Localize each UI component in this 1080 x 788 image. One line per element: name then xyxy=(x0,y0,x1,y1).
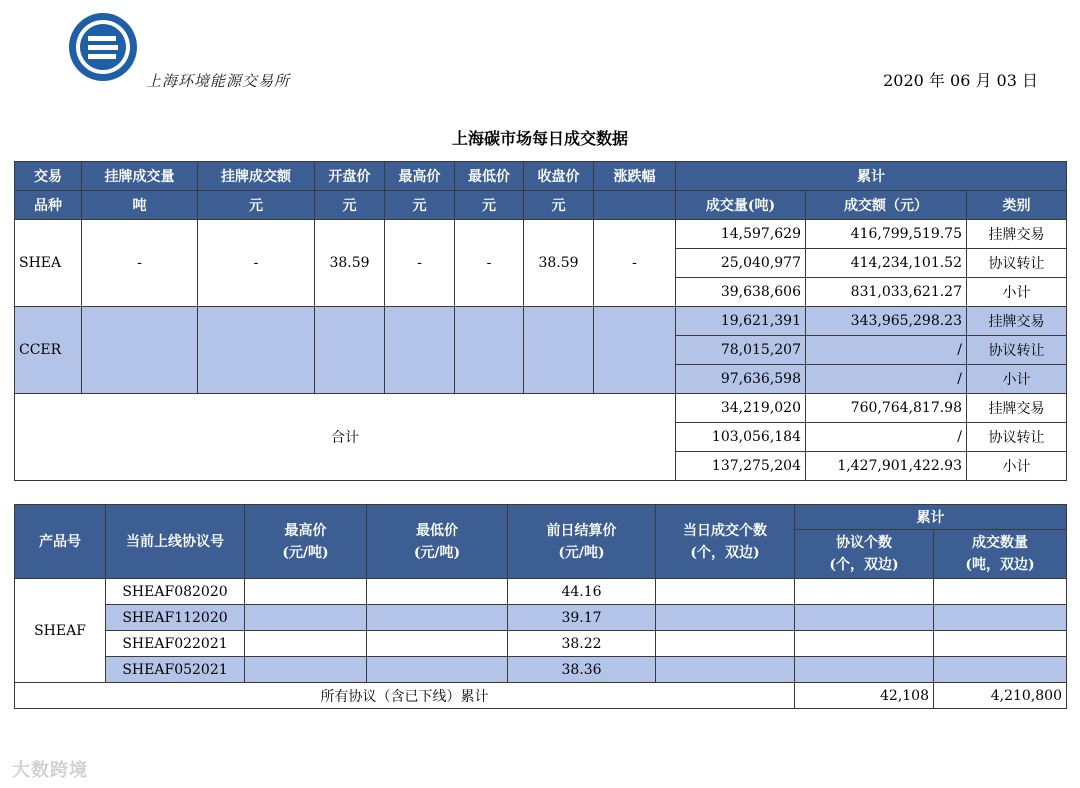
watermark: 大数跨境 xyxy=(12,760,88,781)
empty-cell xyxy=(524,307,594,394)
cum-amount: 414,234,101.52 xyxy=(806,249,967,278)
category: 小计 xyxy=(967,365,1067,394)
category: 协议转让 xyxy=(967,423,1067,452)
empty-cell xyxy=(934,657,1067,683)
header-change: 涨跌幅 xyxy=(594,162,676,191)
empty-cell xyxy=(934,579,1067,605)
empty-cell xyxy=(594,307,676,394)
header-variety: 品种 xyxy=(15,191,82,220)
header-settle-unit: (元/吨) xyxy=(558,544,605,561)
futures-total-count: 42,108 xyxy=(795,683,934,709)
table-row xyxy=(15,657,1067,683)
header-cum-qty-unit: (吨，双边) xyxy=(965,557,1035,573)
category: 挂牌交易 xyxy=(967,307,1067,336)
header-settle xyxy=(508,505,656,579)
cum-volume: 137,275,204 xyxy=(676,452,806,481)
category: 小计 xyxy=(967,452,1067,481)
table-row xyxy=(15,307,1067,336)
table-row xyxy=(15,394,1067,423)
empty-cell xyxy=(367,631,508,657)
empty-cell xyxy=(795,579,934,605)
product-code: SHEAF xyxy=(15,579,106,683)
category: 小计 xyxy=(967,278,1067,307)
header-high-label: 最高价 xyxy=(284,522,327,539)
empty-cell xyxy=(82,307,198,394)
category: 协议转让 xyxy=(967,249,1067,278)
cum-volume: 78,015,207 xyxy=(676,336,806,365)
header-low: 最低价 xyxy=(455,162,524,191)
unit-ton: 吨 xyxy=(82,191,198,220)
empty-cell xyxy=(245,631,367,657)
header-cum-count xyxy=(795,530,934,579)
unit-yuan: 元 xyxy=(198,191,315,220)
contract-code: SHEAF052021 xyxy=(106,657,245,683)
header-contract: 当前上线协议号 xyxy=(106,505,245,579)
variety-name: CCER xyxy=(15,307,82,394)
cum-volume: 34,219,020 xyxy=(676,394,806,423)
header-trade: 交易 xyxy=(15,162,82,191)
header-low-unit: (元/吨) xyxy=(413,544,461,561)
futures-total-qty: 4,210,800 xyxy=(934,683,1067,709)
empty-cell xyxy=(245,579,367,605)
settle-price: 44.16 xyxy=(508,579,656,605)
cum-amount: 760,764,817.98 xyxy=(806,394,967,423)
empty-cell xyxy=(455,307,524,394)
futures-total-label: 所有协议（含已下线）累计 xyxy=(15,683,795,709)
header-low-label: 最低价 xyxy=(416,522,458,539)
total-label: 合计 xyxy=(15,394,676,481)
header-product: 产品号 xyxy=(15,505,106,579)
cum-volume: 25,040,977 xyxy=(676,249,806,278)
empty-cell xyxy=(656,605,795,631)
header-day-count-label: 当日成交个数 xyxy=(683,522,767,539)
header-open: 开盘价 xyxy=(315,162,385,191)
exchange-name: 上海环境能源交易所 xyxy=(146,72,291,90)
header-cumulative: 累计 xyxy=(676,162,1067,191)
header-high xyxy=(245,505,367,579)
exchange-logo-icon xyxy=(68,12,138,82)
spot-market-table xyxy=(14,161,1067,481)
header-cum-count-unit: (个，双边) xyxy=(829,557,899,573)
empty-cell xyxy=(795,631,934,657)
page-title: 上海碳市场每日成交数据 xyxy=(451,129,628,148)
header-high-unit: (元/吨) xyxy=(282,544,329,561)
header-settle-label: 前日结算价 xyxy=(546,522,617,539)
table-row xyxy=(15,631,1067,657)
cum-amount: / xyxy=(806,336,967,365)
cum-amount: 343,965,298.23 xyxy=(806,307,967,336)
empty-cell xyxy=(245,605,367,631)
header-cumulative: 累计 xyxy=(795,505,1067,530)
table-row xyxy=(15,579,1067,605)
header-cum-count-label: 协议个数 xyxy=(836,535,892,551)
header-close: 收盘价 xyxy=(524,162,594,191)
table-row xyxy=(15,220,1067,249)
open-price: 38.59 xyxy=(315,220,385,307)
category: 挂牌交易 xyxy=(967,220,1067,249)
cum-volume: 97,636,598 xyxy=(676,365,806,394)
unit-empty xyxy=(594,191,676,220)
empty-cell xyxy=(934,605,1067,631)
report-date: 2020 年 06 月 03 日 xyxy=(883,71,1038,90)
category: 挂牌交易 xyxy=(967,394,1067,423)
cum-amount: 831,033,621.27 xyxy=(806,278,967,307)
cum-volume: 19,621,391 xyxy=(676,307,806,336)
header-cum-volume: 成交量(吨) xyxy=(676,191,806,220)
header-listed-amount: 挂牌成交额 xyxy=(198,162,315,191)
empty-cell xyxy=(795,657,934,683)
empty-cell xyxy=(367,605,508,631)
unit-yuan: 元 xyxy=(315,191,385,220)
settle-price: 39.17 xyxy=(508,605,656,631)
settle-price: 38.36 xyxy=(508,657,656,683)
empty-cell xyxy=(795,605,934,631)
table-row xyxy=(15,605,1067,631)
cum-amount: 1,427,901,422.93 xyxy=(806,452,967,481)
header-cum-qty-label: 成交数量 xyxy=(972,535,1028,551)
header-cum-amount: 成交额（元） xyxy=(806,191,967,220)
cum-amount: / xyxy=(806,365,967,394)
unit-yuan: 元 xyxy=(385,191,455,220)
variety-name: SHEA xyxy=(15,220,82,307)
header-high: 最高价 xyxy=(385,162,455,191)
empty-cell xyxy=(656,657,795,683)
empty-cell xyxy=(367,579,508,605)
futures-table xyxy=(14,504,1067,709)
listed-amount: - xyxy=(198,220,315,307)
cum-volume: 14,597,629 xyxy=(676,220,806,249)
high-price: - xyxy=(385,220,455,307)
empty-cell xyxy=(656,579,795,605)
empty-cell xyxy=(367,657,508,683)
empty-cell xyxy=(385,307,455,394)
unit-yuan: 元 xyxy=(524,191,594,220)
unit-yuan: 元 xyxy=(455,191,524,220)
table-row xyxy=(15,683,1067,709)
cum-volume: 39,638,606 xyxy=(676,278,806,307)
header-cum-qty xyxy=(934,530,1067,579)
low-price: - xyxy=(455,220,524,307)
header-day-count xyxy=(656,505,795,579)
header-day-count-unit: (个，双边) xyxy=(690,544,760,561)
header-listed-volume: 挂牌成交量 xyxy=(82,162,198,191)
contract-code: SHEAF112020 xyxy=(106,605,245,631)
settle-price: 38.22 xyxy=(508,631,656,657)
cum-volume: 103,056,184 xyxy=(676,423,806,452)
contract-code: SHEAF022021 xyxy=(106,631,245,657)
cum-amount: 416,799,519.75 xyxy=(806,220,967,249)
header-category: 类别 xyxy=(967,191,1067,220)
empty-cell xyxy=(315,307,385,394)
header-low xyxy=(367,505,508,579)
close-price: 38.59 xyxy=(524,220,594,307)
empty-cell xyxy=(656,631,795,657)
category: 协议转让 xyxy=(967,336,1067,365)
change-rate: - xyxy=(594,220,676,307)
listed-volume: - xyxy=(82,220,198,307)
empty-cell xyxy=(245,657,367,683)
contract-code: SHEAF082020 xyxy=(106,579,245,605)
cum-amount: / xyxy=(806,423,967,452)
empty-cell xyxy=(198,307,315,394)
empty-cell xyxy=(934,631,1067,657)
